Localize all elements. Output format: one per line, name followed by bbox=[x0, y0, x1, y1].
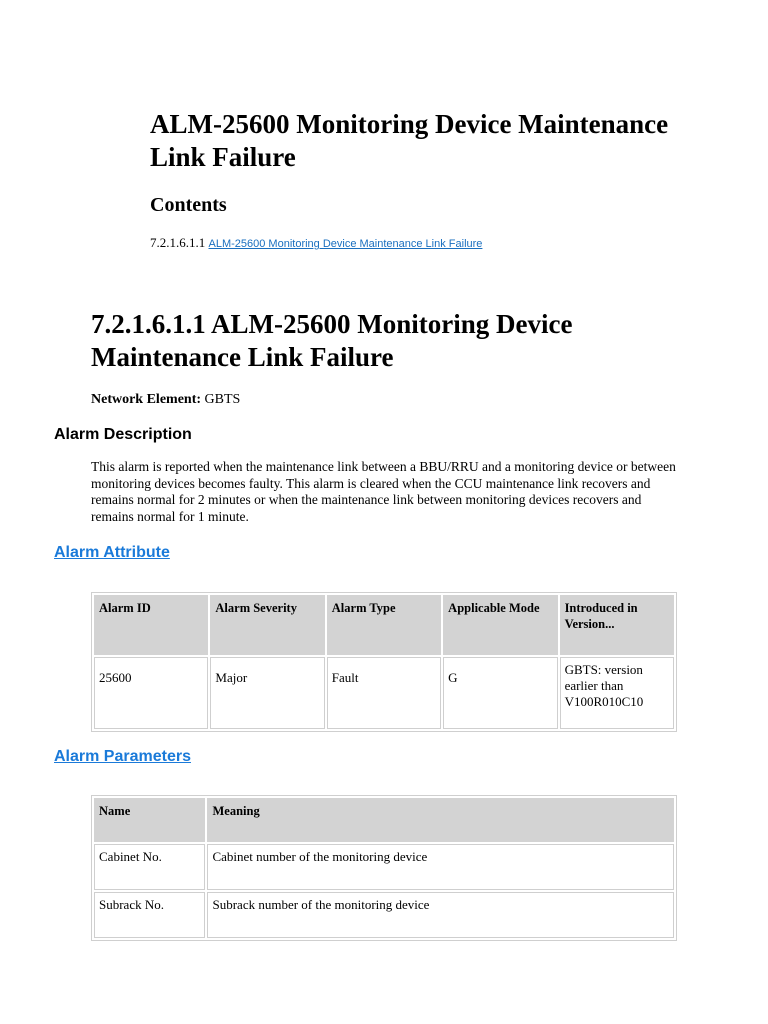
alarm-parameters-heading-link[interactable]: Alarm Parameters bbox=[54, 748, 191, 765]
table-cell: Subrack No. bbox=[94, 892, 205, 938]
table-header-row bbox=[94, 798, 674, 842]
column-header: Alarm Type bbox=[327, 595, 441, 655]
table-cell: Fault bbox=[327, 657, 441, 729]
table-cell: G bbox=[443, 657, 557, 729]
table-row bbox=[94, 844, 674, 890]
alarm-description-text: This alarm is reported when the maintenance link between a BBU/RRU and a monitoring device or between monitoring devices becomes faulty. This alarm is cleared when the CCU maintenance link recovers and remains normal for 2 minutes or when the maintenance link between monitoring devices recovers and remains normal for 1 minute. bbox=[91, 459, 676, 524]
table-cell: Cabinet number of the monitoring device bbox=[207, 844, 674, 890]
table-cell: Major bbox=[210, 657, 324, 729]
alarm-attribute-heading-link[interactable]: Alarm Attribute bbox=[54, 544, 170, 561]
section-title: 7.2.1.6.1.1 ALM-25600 Monitoring Device Maintenance Link Failure bbox=[91, 309, 573, 372]
column-header: Introduced in Version... bbox=[560, 595, 674, 655]
table-header-row bbox=[94, 595, 674, 655]
alarm-attribute-table bbox=[91, 592, 677, 732]
alarm-parameters-table bbox=[91, 795, 677, 941]
network-element-value: GBTS bbox=[204, 392, 241, 407]
table-cell: Subrack number of the monitoring device bbox=[207, 892, 674, 938]
network-element-label: Network Element: bbox=[91, 392, 202, 407]
contents-heading: Contents bbox=[150, 194, 227, 216]
table-cell: GBTS: version earlier than V100R010C10 bbox=[560, 657, 674, 729]
toc-entry bbox=[150, 235, 482, 252]
column-header: Alarm ID bbox=[94, 595, 208, 655]
table-row bbox=[94, 892, 674, 938]
table-cell: 25600 bbox=[94, 657, 208, 729]
alarm-description-heading: Alarm Description bbox=[54, 426, 192, 443]
toc-number: 7.2.1.6.1.1 bbox=[150, 235, 206, 250]
column-header: Meaning bbox=[207, 798, 674, 842]
column-header: Applicable Mode bbox=[443, 595, 557, 655]
network-element-line bbox=[91, 391, 240, 409]
table-row bbox=[94, 657, 674, 729]
toc-link[interactable]: ALM-25600 Monitoring Device Maintenance Link Failure bbox=[208, 238, 483, 250]
column-header: Alarm Severity bbox=[210, 595, 324, 655]
column-header: Name bbox=[94, 798, 205, 842]
table-cell: Cabinet No. bbox=[94, 844, 205, 890]
document-title: ALM-25600 Monitoring Device Maintenance Link Failure bbox=[150, 109, 669, 172]
